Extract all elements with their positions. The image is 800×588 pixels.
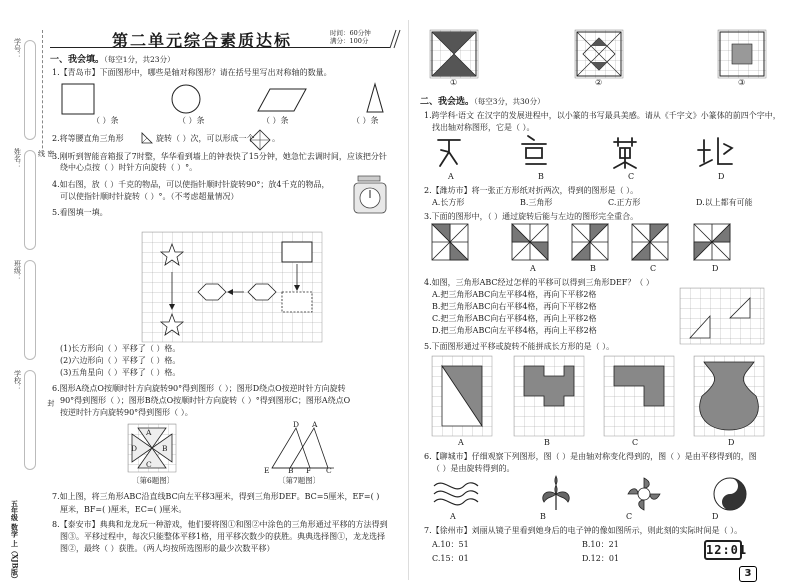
s1-q3b: 绕中心点按（ ）时针方向旋转（ ）°。 — [60, 163, 198, 172]
time-limit: 时间：60分钟 — [330, 29, 371, 37]
s1-q3a: 3.刚听到智能音箱报了7时整，华华看到墙上的钟表快了15分钟，她急忙去调时间，应该把分针 — [52, 152, 387, 161]
q5-label-A: A — [458, 438, 464, 447]
q3-label-C: C — [650, 264, 657, 273]
q3-label-B: B — [590, 264, 596, 273]
side-field-box — [24, 260, 36, 360]
q1-blank-2[interactable]: （ ）条 — [178, 116, 205, 125]
s1-q5: 5.看图填一填。 — [52, 208, 108, 217]
fig6-label-B: B — [162, 444, 168, 453]
s1-q8b: 图③。平移过程中，每次只能整体平移1格，用平移次数少的获胜。典典选择图①，龙龙选择 — [60, 532, 386, 541]
q2-option-c[interactable]: C.正方形 — [608, 198, 641, 207]
fig7-label-A: A — [312, 420, 318, 429]
q4-option-b[interactable]: B.把三角形ABC向右平移4格，再向下平移2格 — [432, 302, 597, 311]
side-field-box — [24, 150, 36, 250]
q4-option-c[interactable]: C.把三角形ABC向右平移4格，再向上平移2格 — [432, 314, 597, 323]
q1-label-A: A — [448, 172, 454, 181]
q6-pattern-figures — [430, 476, 770, 512]
s1-q6c: 按逆时针方向旋转90°得到图形（ ）。 — [60, 408, 193, 417]
q7-option-d[interactable]: D.12：01 — [582, 554, 620, 563]
seal-script-characters — [438, 134, 778, 170]
q1-blank-3[interactable]: （ ）条 — [262, 116, 289, 125]
fig6-caption: 〔第6题图〕 — [132, 476, 175, 485]
side-book-label: 五年级 数学 上（XJB版） — [10, 500, 20, 583]
s1-q2b: 旋转（ ）次，可以形成一个 — [156, 134, 255, 143]
header-slash-decoration — [388, 28, 402, 50]
exam-info — [330, 29, 371, 46]
q3-label-A: A — [530, 264, 536, 273]
side-field-box — [24, 370, 36, 470]
s2-q6b: （ ）是由旋转得到的。 — [432, 464, 515, 473]
scale-icon — [350, 176, 390, 216]
fig7-caption: 〔第7题图〕 — [278, 476, 321, 485]
q8-figure-3 — [718, 30, 768, 78]
s2-q7a: 7.【徐州市】刘丽从镜子里看到她身后的电子钟的像如图所示，则此刻的实际时间是（ ）。 — [424, 526, 743, 535]
s2-q2: 2.【潍坊市】将一张正方形纸对折两次，得到的图形是（ ）。 — [424, 186, 639, 195]
fig-label-2: ② — [595, 78, 603, 87]
q1-blank-4[interactable]: （ ）条 — [352, 116, 379, 125]
q3-label-D: D — [712, 264, 719, 273]
s2-q3: 3.下面的图形中，（ ）通过旋转后能与左边的图形完全重合。 — [424, 212, 639, 221]
fig6-label-A: A — [146, 428, 152, 437]
section2-points: （每空3分，共30分） — [474, 97, 545, 106]
s1-q2c: 。 — [272, 134, 280, 143]
q5-shape-options — [432, 356, 772, 436]
section2-title: 二、我会选。 — [420, 97, 475, 107]
s2-q1b: 找出轴对称图形，它是（ ）。 — [432, 123, 535, 132]
fig7-label-C: C — [326, 466, 332, 475]
q1-blank-1[interactable]: （ ）条 — [92, 116, 119, 125]
q6-label-A: A — [450, 512, 456, 521]
s2-q5: 5.下面图形通过平移或旋转不能拼成长方形的是（ ）。 — [424, 342, 615, 351]
s1-q4b: 可以使指针顺时针旋转（ ）°。（不考虑超量情况） — [60, 192, 239, 201]
q3-rotation-options — [432, 224, 772, 264]
q8-figure-1 — [430, 30, 480, 78]
s1-q2a: 2.将等腰直角三角形 — [52, 134, 124, 143]
side-label-class: 班级： — [13, 260, 22, 281]
fig7-label-F: F — [306, 466, 312, 475]
section2-heading — [420, 96, 545, 108]
side-label-id: 学号： — [13, 38, 22, 59]
s1-q6b: 90°得到图形（ ）；图形B绕点O按顺时针方向旋转（ ）°得到图形C；图形A绕点O — [60, 396, 351, 405]
q7-option-b[interactable]: B.10：21 — [582, 540, 619, 549]
side-field-box — [24, 40, 36, 140]
section1-title: 一、我会填。 — [50, 55, 105, 65]
fig-label-1: ① — [450, 78, 458, 87]
fig6-label-D: D — [131, 444, 138, 453]
q2-option-b[interactable]: B.三角形 — [520, 198, 553, 207]
page-title: 第二单元综合素质达标 — [112, 31, 293, 50]
side-label-name: 姓名： — [13, 148, 22, 169]
fig7-label-D: D — [293, 420, 300, 429]
q5-label-D: D — [728, 438, 735, 447]
q4-option-a[interactable]: A.把三角形ABC向左平移4格，再向下平移2格 — [432, 290, 597, 299]
s2-q4a: 4.如图，三角形ABC经过怎样的平移可以得到三角形DEF？（ ） — [424, 278, 654, 287]
page-number: 3 — [739, 566, 757, 582]
section1-heading — [50, 54, 175, 66]
s1-q4a: 4.如右图，放（ ）千克的物品，可以使指针顺时针旋转90°；放4千克的物品， — [52, 180, 330, 189]
q4-grid-triangles — [680, 288, 764, 344]
section1-points: （每空1分，共23分） — [104, 55, 175, 64]
diamond-square-icon — [250, 130, 270, 150]
q6-label-D: D — [712, 512, 719, 521]
s1-q7b: 厘米，BF=( )厘米，EC=( )厘米。 — [60, 505, 187, 514]
s2-q1a: 1.跨学科·语文 在汉字的发展进程中，以小篆的书写最具美感。请从《千字文》小篆体的前四个字中， — [424, 111, 781, 120]
q7-option-a[interactable]: A.10：51 — [432, 540, 469, 549]
q1-label-D: D — [718, 172, 725, 181]
s2-q6a: 6.【聊城市】仔细观察下列图形，图（ ）是由轴对称变化得到的，图（ ）是由平移得到的，图 — [424, 452, 757, 461]
s1-q5-3: (3)五角星向（ ）平移了（ ）格。 — [60, 368, 181, 377]
fig7-label-B: B — [288, 466, 294, 475]
seal-text: 密 封 线 — [36, 150, 55, 588]
q5-label-C: C — [632, 438, 639, 447]
translation-grid — [142, 232, 322, 342]
q7-option-c[interactable]: C.15：01 — [432, 554, 469, 563]
q1-label-B: B — [538, 172, 544, 181]
q5-label-B: B — [544, 438, 550, 447]
s1-q6a: 6.图形A绕点O按顺时针方向旋转90°得到图形（ ）；图形D绕点O按逆时针方向旋转 — [52, 384, 346, 393]
s1-q7a: 7.如上图，将三角形ABC沿直线BC向左平移3厘米，得到三角形DEF。BC=5厘米，EF=( ) — [52, 492, 380, 501]
q2-option-d[interactable]: D.以上都有可能 — [696, 198, 753, 207]
s1-q8a: 8.【泰安市】典典和龙龙玩一种游戏，他们要将图①和图②中涂色的三角形通过平移的方法得到 — [52, 520, 388, 529]
s1-q1: 1.【青岛市】下面图形中，哪些是轴对称图形？请在括号里写出对称轴的数量。 — [52, 68, 332, 77]
q2-option-a[interactable]: A.长方形 — [432, 198, 465, 207]
q1-label-C: C — [628, 172, 635, 181]
q6-label-B: B — [540, 512, 546, 521]
fig7-label-E: E — [264, 466, 270, 475]
side-label-school: 学校： — [13, 370, 22, 391]
header-rule — [50, 47, 390, 48]
right-triangle-icon — [141, 132, 153, 144]
s1-q5-1: (1)长方形向（ ）平移了（ ）格。 — [60, 344, 181, 353]
rectangle-shape — [282, 242, 312, 262]
q1-shapes — [62, 84, 402, 118]
fig6-label-C: C — [146, 460, 152, 469]
q4-option-d[interactable]: D.把三角形ABC向左平移4格，再向上平移2格 — [432, 326, 597, 335]
mirror-clock: 12:01 — [704, 540, 742, 560]
s1-q5-2: (2)六边形向（ ）平移了（ ）格。 — [60, 356, 181, 365]
q8-figure-2 — [575, 30, 625, 78]
total-score: 满分：100分 — [330, 37, 369, 46]
s1-q8c: 图②，最终（ ）获胜。（两人均按所选图形的最少次数平移） — [60, 544, 275, 553]
rectangle-shape-target — [282, 292, 312, 312]
fig-label-3: ③ — [738, 78, 746, 87]
q6-label-C: C — [626, 512, 633, 521]
page-divider — [408, 20, 409, 580]
